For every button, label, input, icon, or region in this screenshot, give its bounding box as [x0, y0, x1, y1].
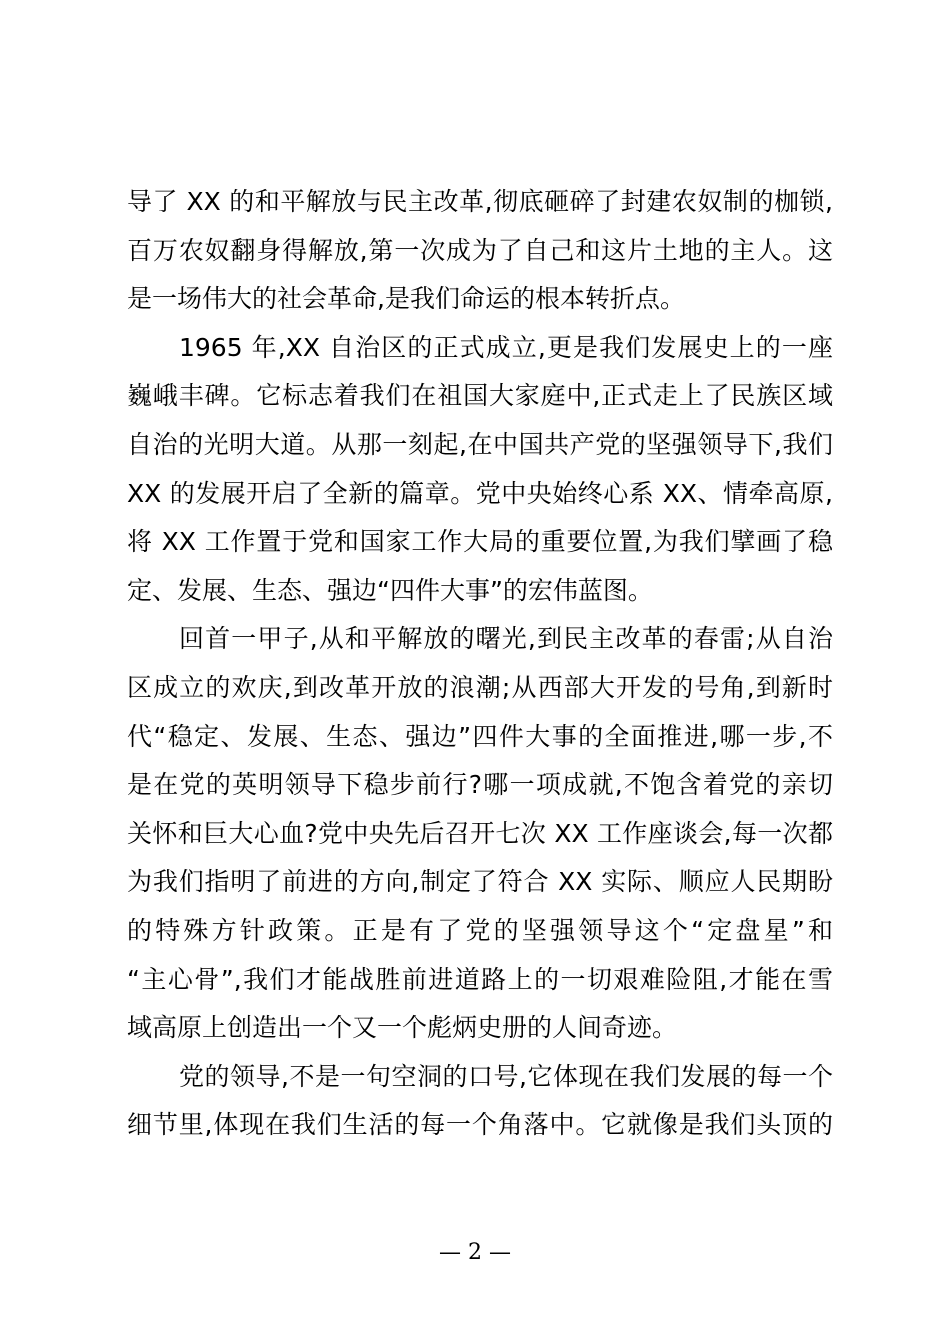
text-line-4: 1965 年,XX 自治区的正式成立,更是我们发展史上的一座: [179, 332, 833, 362]
text-line-8: 将 XX 工作置于党和国家工作大局的重要位置,为我们擘画了稳: [127, 527, 833, 557]
text-line-18: 域高原上创造出一个又一个彪炳史册的人间奇迹。: [127, 1013, 678, 1043]
text-line-1: 导了 XX 的和平解放与民主改革,彻底砸碎了封建农奴制的枷锁,: [127, 187, 833, 216]
text-line-6: 自治的光明大道。从那一刻起,在中国共产党的坚强领导下,我们: [127, 429, 833, 459]
text-line-12: 代“稳定、发展、生态、强边”四件大事的全面推进,哪一步,不: [127, 721, 833, 751]
text-line-16: 的特殊方针政策。正是有了党的坚强领导这个“定盘星”和: [127, 915, 833, 945]
text-line-17: “主心骨”,我们才能战胜前进道路上的一切艰难险阻,才能在雪: [127, 964, 833, 994]
text-line-11: 区成立的欢庆,到改革开放的浪潮;从西部大开发的号角,到新时: [127, 672, 833, 702]
text-line-15: 为我们指明了前进的方向,制定了符合 XX 实际、顺应人民期盼: [127, 867, 833, 897]
text-line-2: 百万农奴翻身得解放,第一次成为了自己和这片土地的主人。这: [127, 235, 833, 265]
text-line-14: 关怀和巨大心血?党中央先后召开七次 XX 工作座谈会,每一次都: [127, 818, 833, 848]
text-line-19: 党的领导,不是一句空洞的口号,它体现在我们发展的每一个: [179, 1061, 833, 1091]
page-number: — 2 —: [439, 1240, 511, 1265]
text-line-5: 巍峨丰碑。它标志着我们在祖国大家庭中,正式走上了民族区域: [127, 381, 833, 411]
text-line-10: 回首一甲子,从和平解放的曙光,到民主改革的春雷;从自治: [179, 624, 833, 654]
text-line-3: 是一场伟大的社会革命,是我们命运的根本转折点。: [127, 284, 685, 314]
text-line-20: 细节里,体现在我们生活的每一个角落中。它就像是我们头顶的: [127, 1110, 833, 1140]
text-line-9: 定、发展、生态、强边“四件大事”的宏伟蓝图。: [127, 575, 653, 605]
text-line-7: XX 的发展开启了全新的篇章。党中央始终心系 XX、情牵高原,: [127, 478, 833, 508]
text-line-13: 是在党的英明领导下稳步前行?哪一项成就,不饱含着党的亲切: [127, 770, 833, 800]
body-text: [127, 178, 833, 1150]
